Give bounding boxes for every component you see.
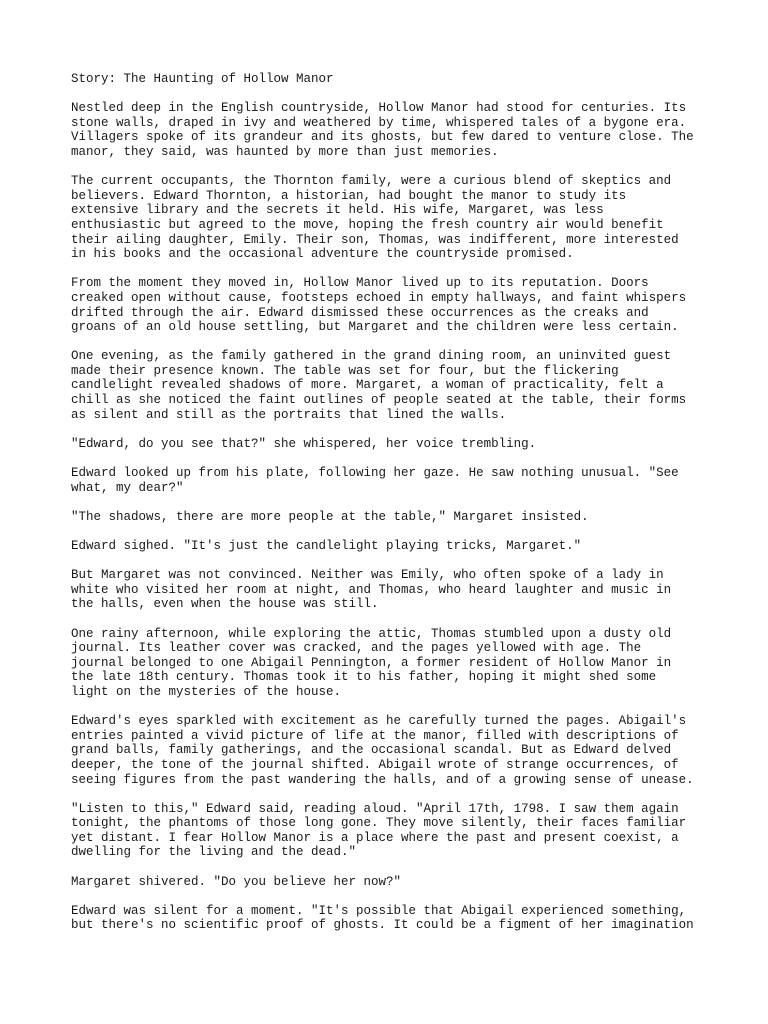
text-line: dwelling for the living and the dead." (71, 845, 357, 860)
text-line: in his books and the occasional adventure the countryside promised. (71, 247, 574, 262)
text-line: groans of an old house settling, but Margaret and the children were less certain. (71, 320, 679, 335)
text-line: From the moment they moved in, Hollow Manor lived up to its reputation. Doors (71, 276, 649, 291)
text-line: deeper, the tone of the journal shifted. Abigail wrote of strange occurrences, of (71, 757, 679, 772)
text-line: journal belonged to one Abigail Pennington, a former resident of Hollow Manor in (71, 655, 672, 670)
text-line: drifted through the air. Edward dismissed these occurrences as the creaks and (71, 305, 649, 320)
text-line: Edward's eyes sparkled with excitement as he carefully turned the pages. Abigail's (71, 714, 687, 729)
paragraph (71, 437, 711, 452)
text-line: Edward was silent for a moment. "It's possible that Abigail experienced something, (71, 903, 687, 918)
paragraph (71, 539, 711, 554)
document-page (71, 72, 711, 948)
text-line: One rainy afternoon, while exploring the attic, Thomas stumbled upon a dusty old (71, 626, 672, 641)
text-line: their ailing daughter, Emily. Their son, Thomas, was indifferent, more interested (71, 232, 679, 247)
text-line: "The shadows, there are more people at the table," Margaret insisted. (71, 509, 589, 524)
text-line: grand balls, family gatherings, and the occasional scandal. But as Edward delved (71, 743, 672, 758)
text-line: Nestled deep in the English countryside, Hollow Manor had stood for centuries. Its (71, 101, 687, 116)
story-body (71, 101, 711, 933)
text-line: the late 18th century. Thomas took it to his father, hoping it might shed some (71, 670, 657, 685)
text-line: chill as she noticed the faint outlines of people seated at the table, their forms (71, 393, 687, 408)
text-line: as silent and still as the portraits that lined the walls. (71, 407, 507, 422)
paragraph (71, 101, 711, 159)
text-line: But Margaret was not convinced. Neither was Emily, who often spoke of a lady in (71, 568, 664, 583)
text-line: Margaret shivered. "Do you believe her now?" (71, 874, 402, 889)
text-line: One evening, as the family gathered in the grand dining room, an uninvited guest (71, 349, 672, 364)
paragraph (71, 174, 711, 262)
paragraph (71, 276, 711, 334)
text-line: but there's no scientific proof of ghosts. It could be a figment of her imagination (71, 918, 694, 933)
paragraph (71, 714, 711, 787)
text-line: what, my dear?" (71, 480, 184, 495)
paragraph (71, 466, 711, 495)
text-line: made their presence known. The table was set for four, but the flickering (71, 363, 619, 378)
text-line: believers. Edward Thornton, a historian, had bought the manor to study its (71, 188, 627, 203)
text-line: "Edward, do you see that?" she whispered, her voice trembling. (71, 436, 537, 451)
text-line: manor, they said, was haunted by more than just memories. (71, 144, 499, 159)
text-line: extensive library and the secrets it held. His wife, Margaret, was less (71, 203, 604, 218)
story-title: Story: The Haunting of Hollow Manor (71, 72, 334, 86)
text-line: journal. Its leather cover was cracked, and the pages yellowed with age. The (71, 641, 642, 656)
paragraph (71, 875, 711, 890)
paragraph (71, 802, 711, 860)
text-line: yet distant. I fear Hollow Manor is a place where the past and present coexist, a (71, 830, 679, 845)
text-line: entries painted a vivid picture of life at the manor, filled with descriptions of (71, 728, 679, 743)
paragraph (71, 568, 711, 612)
text-line: "Listen to this," Edward said, reading aloud. "April 17th, 1798. I saw them again (71, 801, 679, 816)
text-line: stone walls, draped in ivy and weathered by time, whispered tales of a bygone era. (71, 115, 687, 130)
paragraph (71, 349, 711, 422)
text-line: Edward sighed. "It's just the candlelight playing tricks, Margaret." (71, 539, 582, 553)
text-line: white who visited her room at night, and Thomas, who heard laughter and music in (71, 582, 672, 597)
paragraph (71, 627, 711, 700)
paragraph (71, 904, 711, 933)
text-line: Edward looked up from his plate, following her gaze. He saw nothing unusual. "See (71, 466, 679, 481)
text-line: light on the mysteries of the house. (71, 684, 342, 699)
text-line: seeing figures from the past wandering the halls, and of a growing sense of unease. (71, 772, 694, 787)
text-line: enthusiastic but agreed to the move, hoping the fresh country air would benefit (71, 217, 664, 232)
text-line: creaked open without cause, footsteps echoed in empty hallways, and faint whispers (71, 290, 687, 305)
text-line: the halls, even when the house was still. (71, 597, 379, 612)
text-line: Villagers spoke of its grandeur and its ghosts, but few dared to venture close. The (71, 130, 694, 145)
text-line: tonight, the phantoms of those long gone. They move silently, their faces familiar (71, 816, 687, 831)
paragraph (71, 510, 711, 525)
text-line: candlelight revealed shadows of more. Margaret, a woman of practicality, felt a (71, 378, 664, 393)
text-line: The current occupants, the Thornton family, were a curious blend of skeptics and (71, 174, 672, 189)
